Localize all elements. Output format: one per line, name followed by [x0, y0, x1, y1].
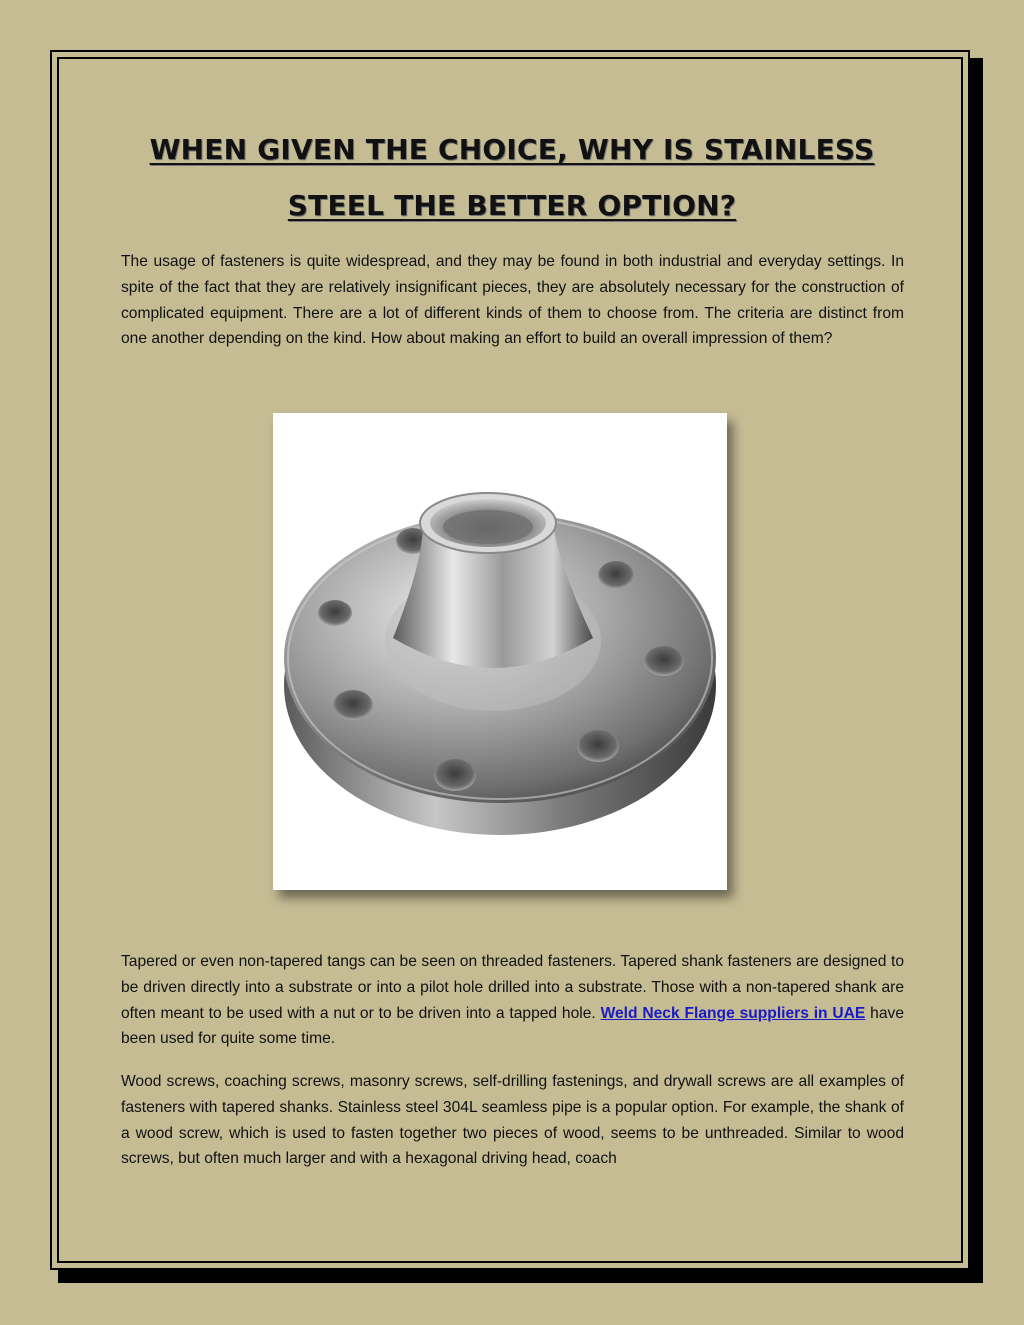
- document-title: [100, 122, 924, 234]
- paragraph-tapered-shanks: Wood screws, coaching screws, masonry screws, self-drilling fastenings, and drywall screws are all examples of fasteners with tapered shanks. Stainless steel 304L seamless pipe is a popular option. For example, the shank of a wood screw, which is used to fasten together two pieces of wood, seems to be unthreaded. Similar to wood screws, but often much larger and with a hexagonal driving head, coach: [121, 1073, 904, 1168]
- paragraph-2-text: Tapered or even non-tapered tangs can be seen on threaded fasteners. Tapered shank fasteners are designed to be driven directly into a substrate or into a pilot hole drilled into a substrate. Those with a non-tapered shank are often meant to be used with a nut or to be driven into a tapped hole.: [121, 953, 904, 1022]
- paragraph-intro: The usage of fasteners is quite widespread, and they may be found in both industrial and everyday settings. In spite of the fact that they are relatively insignificant pieces, they are absolutely necessary for the construction of complicated equipment. There are a lot of different kinds of them to choose from. The criteria are distinct from one another depending on the kind. How about making an effort to build an overall impression of them?: [121, 253, 904, 348]
- weld-neck-flange-illustration: [273, 413, 727, 890]
- paragraph-threaded-fasteners: [121, 949, 904, 1052]
- title-line-2: STEEL THE BETTER OPTION?: [287, 189, 737, 222]
- paragraph-2-text-end: have been used for quite some time.: [121, 1004, 904, 1048]
- flange-photo: [273, 413, 727, 890]
- title-line-1: WHEN GIVEN THE CHOICE, WHY IS STAINLESS: [149, 133, 875, 166]
- weld-neck-flange-link[interactable]: Weld Neck Flange suppliers in UAE: [600, 1004, 866, 1022]
